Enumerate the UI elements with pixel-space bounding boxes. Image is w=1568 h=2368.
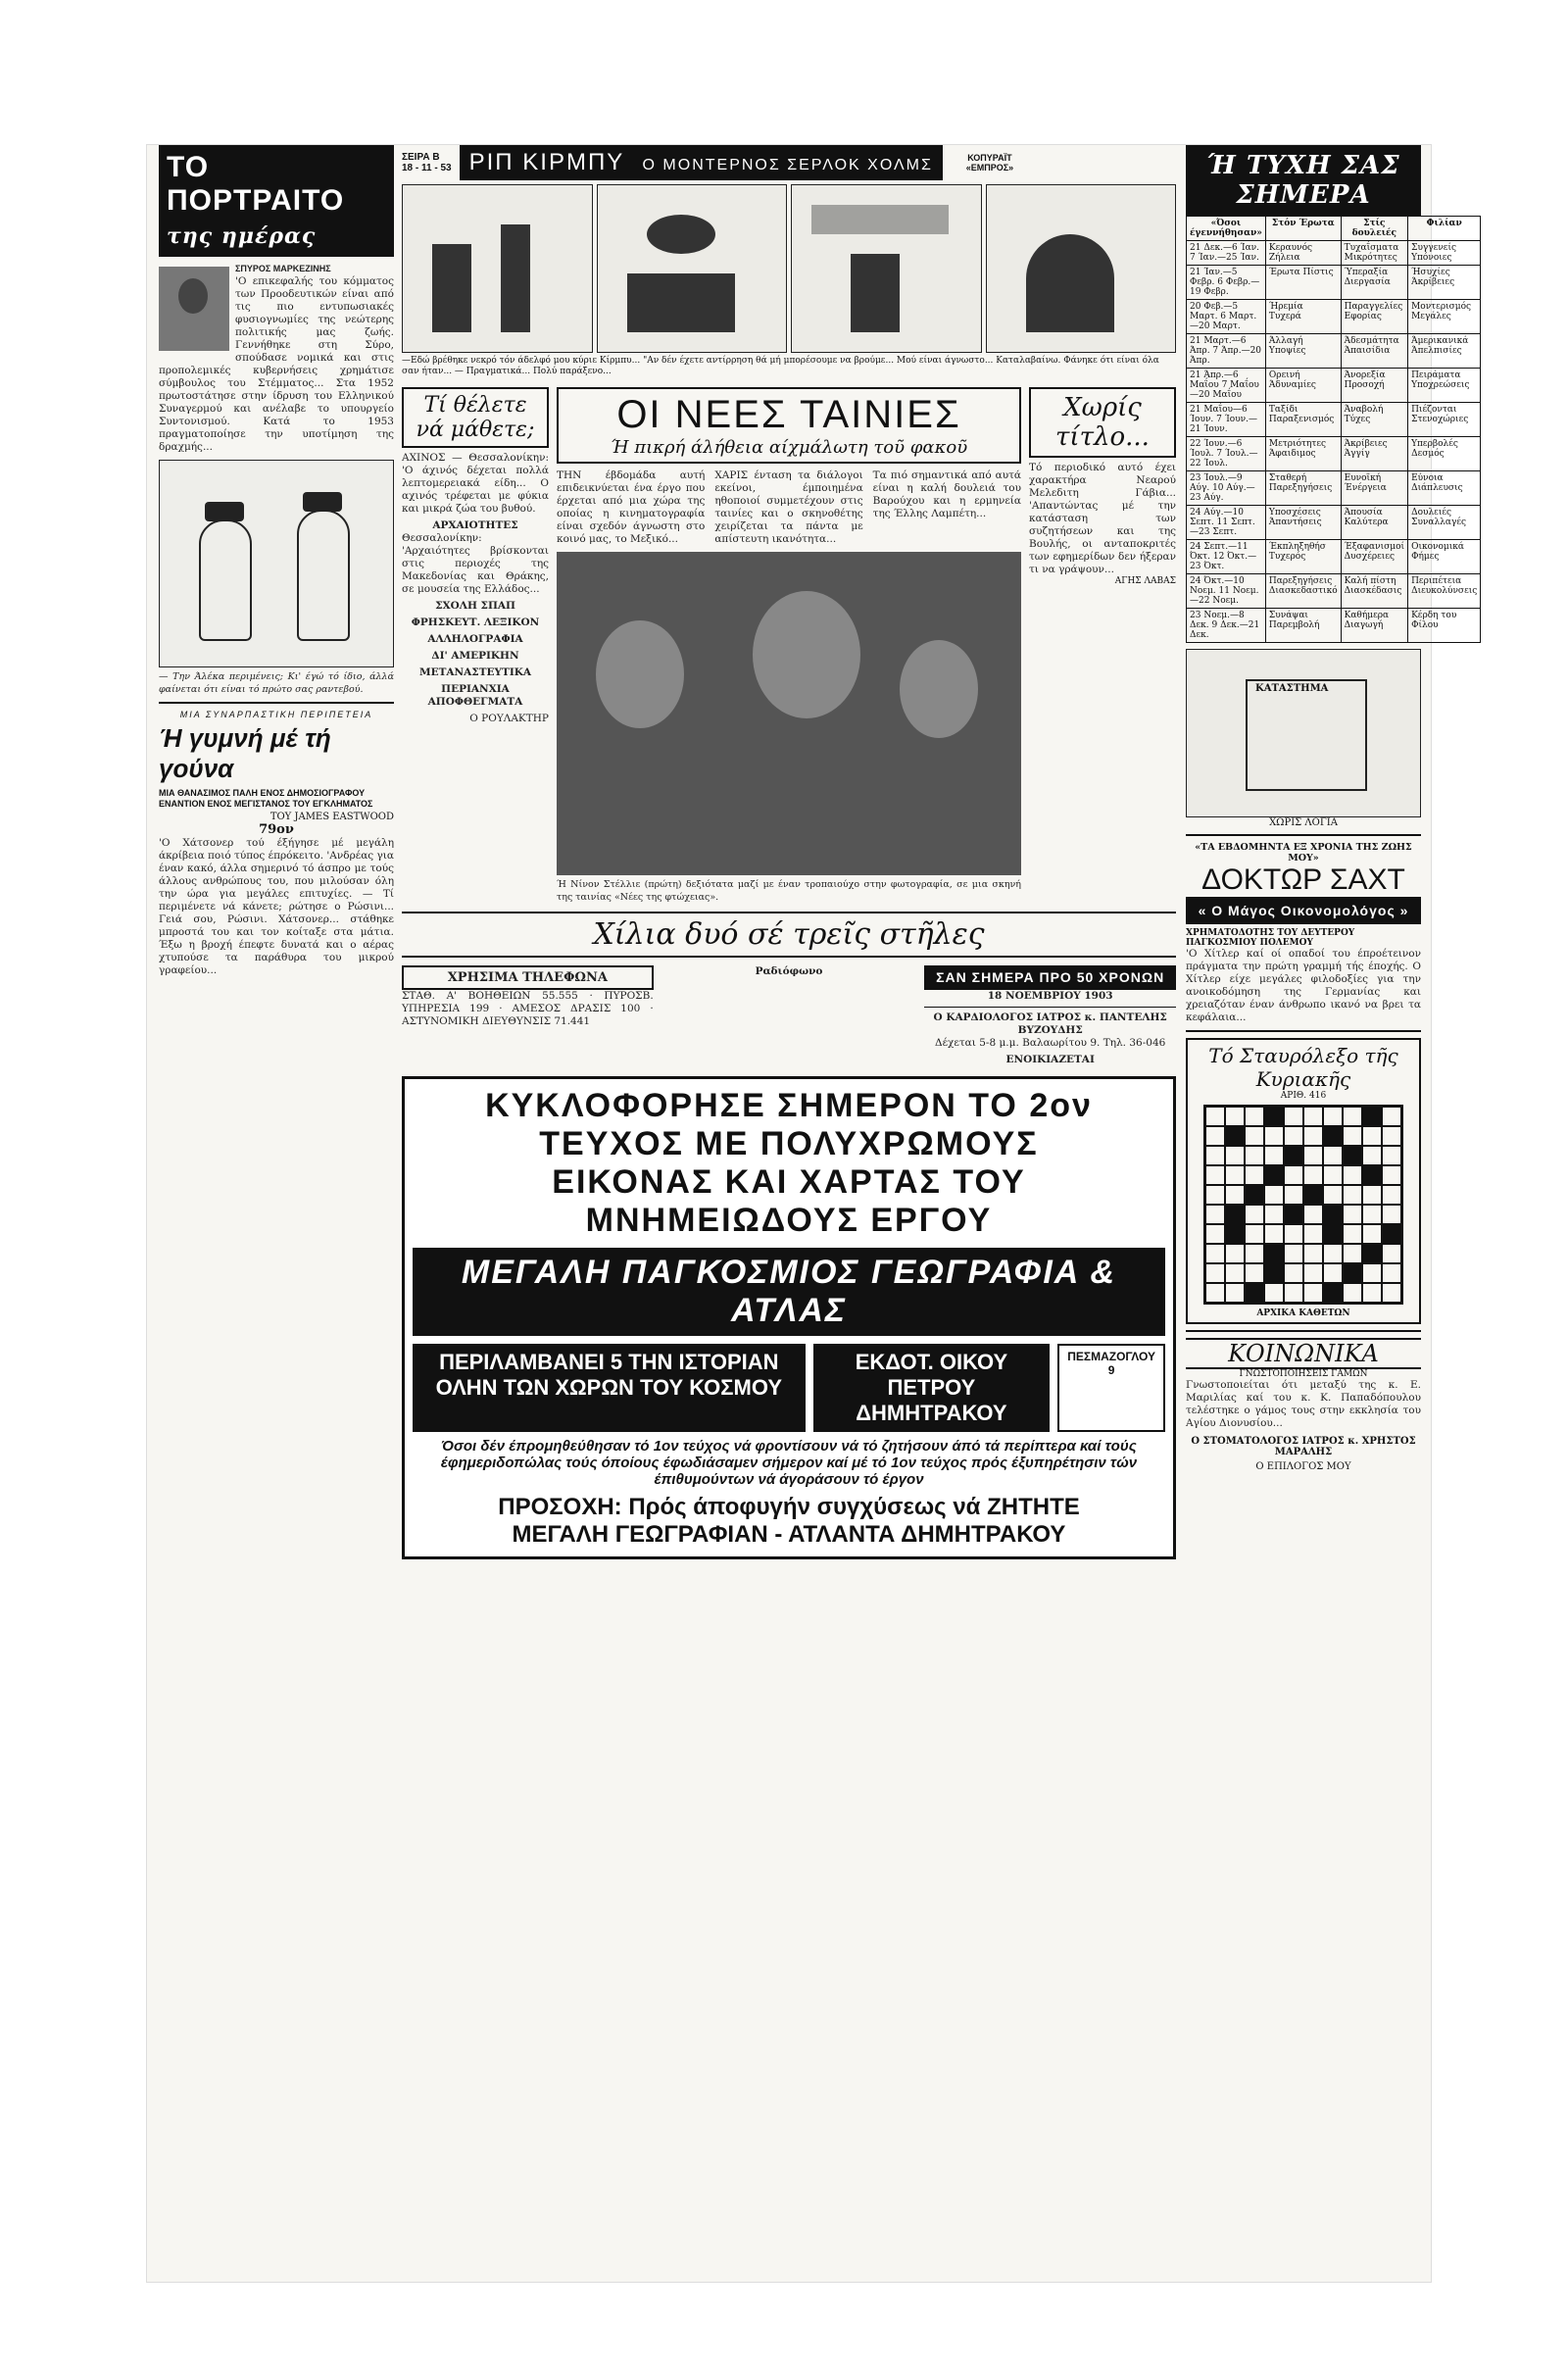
crossword-cell: [1303, 1126, 1323, 1146]
horoscope-row: 21 Ίαν.—5 Φεβρ. 6 Φεβρ.—19 Φεβρ. Έρωτα Πίστις Ύπεραξία Διεργασία Ήσυχίες Άκρίβειες: [1187, 266, 1481, 300]
films-headline: ΟΙ ΝΕΕΣ ΤΑΙΝΙΕΣ: [616, 393, 961, 436]
comic-caption: —Εδώ βρέθηκε νεκρό τόν άδελφό μου κύριε Κίρμπυ... "Αν δέν έχετε αντίρρηση θά μή μπορέσουμε να βρούμε... Μού είναι άγνωστο... Καταλαβαίνω. Φάνηκε ότι είναι όλα σαν ήταν... — Πραγματικά... Πολύ παράξενο...: [402, 356, 1159, 376]
crossword-cell: [1225, 1185, 1245, 1205]
crossword-cell: [1362, 1185, 1382, 1205]
crossword-cell: [1284, 1244, 1303, 1263]
crossword-cell: [1303, 1283, 1323, 1303]
crossword-cell: [1284, 1224, 1303, 1244]
crossword-cell: [1343, 1283, 1362, 1303]
crossword-cell: [1205, 1107, 1225, 1126]
crossword-cell: [1323, 1205, 1343, 1224]
crossword-cell: [1205, 1224, 1225, 1244]
crossword-cell: [1284, 1205, 1303, 1224]
crossword-cell: [1205, 1205, 1225, 1224]
cartoon-illustration: [159, 460, 394, 667]
cartoon-caption: — Την Άλέκα περιμένεις; Κι' έγώ τό ίδιο, άλλά φαίνεται ότι είναι τό πρώτο σας ραντεβού.: [159, 671, 394, 695]
crossword-cell: [1343, 1263, 1362, 1283]
qa-column: Τί θέλετε νά μάθετε; ΑΧΙΝΟΣ — Θεσσαλονίκην: 'Ο άχινός δέχεται πολλά λεπτομερειακά είδη... Ο αχινός τρέφεται με φύκια και μικρά ζώα του βυθού. ΑΡΧΑΙΟΤΗΤΕΣ Θεσσαλονίκην: 'Αρχαιότητες βρίσκονται στις περιοχές της Μακεδονίας και Θράκης, σε μουσεία της Ελλάδος... ΣΧΟΛΗ ΣΠΑΠ ΦΡΗΣΚΕΥΤ. ΛΕΞΙΚΟΝ ΑΛΛΗΛΟΓΡΑΦΙΑ ΔΙ' ΑΜΕΡΙΚΗΝ ΜΕΤΑΝΑΣΤΕΥΤΙΚΑ ΠΕΡΙΑΝΧΙΑ ΑΠΟΦΘΕΓΜΑΤΑ Ο ΡΟΥΛΑΚΤΗΡ: [402, 387, 549, 904]
crossword-cell: [1284, 1146, 1303, 1165]
crossword-cell: [1382, 1126, 1401, 1146]
crossword-cell: [1264, 1107, 1284, 1126]
portrait-article: ΣΠΥΡΟΣ ΜΑΡΚΕΖΙΝΗΣ 'O επικεφαλής του κόμματος των Προοδευτικών είναι από τις πιο εντυπωσιακές φυσιογνωμίες της νεώτερης πολιτικής μας ζωής. Γεννήθηκε στη Σύρο, σπούδασε νομικά και στις προπολεμικές κυβερνήσεις χρημάτισε σύμβουλος του Στέμματος... Στα 1952 πρωτοστάτησε στην ίδρυση του Ελληνικού Συναγερμού και ανέλαβε το υπουργείο Συντονισμού. Κατά το 1953 πραγματοποίησε την υποτίμηση της δραχμής...: [159, 264, 394, 453]
portrait-photo: [159, 267, 229, 351]
untitled-column: Χωρίς τίτλο... Τό περιοδικό αυτό έχει χαρακτήρα Νεαρού Μελεδιτη Γάβια... 'Απαντώντας μέ την κατάσταση των συζητήσεων και της Βουλής, οι ανταποκριτές των εφημερίδων δεν ήξεραν τι να γράψουν... ΑΓΗΣ ΛΑΒΑΣ: [1029, 387, 1176, 904]
horoscope-row: 22 Ίουν.—6 Ίουλ. 7 Ίουλ.—22 Ίουλ. Μετριότητες Άφαιδιμος Άκρίβειες Άγγίγ Υπερβολές Δεσμός: [1187, 437, 1481, 471]
crossword-cell: [1382, 1146, 1401, 1165]
crossword-cell: [1343, 1146, 1362, 1165]
crossword-cell: [1303, 1107, 1323, 1126]
crossword-grid: [1203, 1105, 1403, 1305]
films-subhead: Ή πικρή άλήθεια αίχμάλωτη τοῦ φακοῦ: [610, 437, 968, 458]
crossword-cell: [1264, 1146, 1284, 1165]
crossword-cell: [1303, 1185, 1323, 1205]
horoscope-row: 21 Μαΐου—6 Ίουν. 7 Ίουν.—21 Ίουν. Ταξίδι Παραξενισμός Άναβολή Τύχες Πιέζονται Στενοχώριες: [1187, 403, 1481, 437]
serial-text: 'O Χάτσονερ τού έξήγησε μέ μεγάλη άκρίβεια ποιό τύπος έπρόκειτο. 'Ανδρέας για έναν κακό, άλλα σημερινό τό άσπρο με τούς άλλους ανθρώπους του, που μιλούσαν όλη την ώρα για μεγάλες επιτυχίες. — Τί περιμένετε νά κάνετε; ρώτησε ο Ρώσινι... Γειά σου, Ρώσινι. Χάτσονερ... στάθηκε μπροστά του και τον κοίταξε στα μάτια. Έξω η βροχή έπεφτε δυνατά και ο αέρας χτυπούσε τα παράθυρα του μικρού γραφείου...: [159, 837, 394, 976]
right-column: Ή ΤΥΧΗ ΣΑΣ ΣΗΜΕΡΑ «Όσοι έγεννήθησαν» Στόν Έρωτα Στίς δουλειές Φιλίαν 21 Δεκ.—6 Ίαν. 7 Ίαν.—25 Ίαν. Κεραυνός Ζήλεια Τυχαΐσματα Μικρότητες Συγγενείς Υπόνοιες 21 Ίαν.—5 Φεβρ. 6 Φεβρ.—19 Φεβρ. Έρωτα Πίστις Ύπεραξία Διεργασία Ήσυχίες Άκρίβειες 20 Φεβ.—5 Μαρτ. 6 Μαρτ.—20 Μαρτ. Ήρεμία Τυχερά Παραγγελίες Εφορίας Μοντερισμός Μεγάλες 21 Μαρτ.—6 Άπρ. 7 Άπρ.—20 Άπρ. Άλλαγή Υποψίες Άδεσμάτητα Άπαισίδια Άμερικανικά Άπελπισίες 21 Άπρ.—6 Μαΐου 7 Μαΐου—20 Μαΐου Ορεινή Άδυναμίες Άνορεξία Προσοχή Πειράματα Υποχρεώσεις 21 Μαΐου—6 Ίουν. 7 Ίουν.—21 Ίουν. Ταξίδι Παραξενισμός Άναβολή Τύχες Πιέζονται Στενοχώριες 22 Ίουν.—6 Ίουλ. 7 Ίουλ.—22 Ίουλ. Μετριότητες Άφαιδιμος Άκρίβειες Άγγίγ Υπερβολές Δεσμός 23 Ίουλ.—9 Αύγ. 10 Αύγ.—23 Αύγ. Σταθερή Παρεξηγήσεις Ευνοϊκή Ένέργεια Εύνοια Διάπλευσις 24 Αύγ.—10 Σεπτ. 11 Σεπτ.—23 Σεπτ. Υποσχέσεις Άπαντήσεις Άπουσία Καλύτερα Δουλειές Συναλλαγές 24 Σεπτ.—11 Όκτ. 12 Όκτ.—23 Όκτ. Έκπληξηθήσ Τυχερός Έξαφανισμοί Δυσχέρειες Οικονομικά Φήμες 24 Όκτ.—10 Νοεμ. 11 Νοεμ.—22 Νοεμ. Παρεξηγήσεις Διασκεδαστικό Καλή πίστη Διασκέδασις Περιπέτεια Διευκολύνσεις 23 Νοεμ.—8 Δεκ. 9 Δεκ.—21 Δεκ. Συνάψαι Παρεμβολή Καθήμερα Διαγωγή Κέρδη του Φίλου ΚΑΤΑΣΤΗΜΑ ΧΩΡΙΣ ΛΟΓΙΑ «ΤΑ ΕΒΔΟΜΗΝΤΑ ΕΞ ΧΡΟΝΙΑ ΤΗΣ ΖΩΗΣ ΜΟΥ» ΔΟΚΤΩΡ ΣΑΧΤ « Ο Μάγος Οικονομολόγος » ΧΡΗΜΑΤΟΔΟΤΗΣ ΤΟΥ ΔΕΥΤΕΡΟΥ ΠΑΓΚΟΣΜΙΟΥ ΠΟΛΕΜΟΥ 'Ο Χίτλερ καί οί οπαδοί του έπροέτεινον πράγματα την πρώτη γραμμή τής έποχής. Ο Χίτλερ είχε μεγάλες φιλοδοξίες για την ανοικοδόμηση της Γερμανίας και χρειαζόταν έναν άνθρωπο ικανό να βρει τα κεφάλαια... Τό Σταυρόλεξο τῆς Κυριακῆς ΑΡΙΘ. 416 ΑΡΧΙΚΑ ΚΑΘΕΤΩΝ ΚΟΙΝΩΝΙΚΑ ΓΝΩΣΤΟΠΟΙΗΣΕΙΣ ΓΑΜΩΝ Γνωστοποιείται ότι μεταξύ της κ. Ε. Μαριλίας καί του κ. Κ. Παπαδόπουλου τελέστηκε ο γάμος τους στην εκκλησία του Αγίου Διονυσίου... Ο ΣΤΟΜΑΤΟΛΟΓΟΣ ΙΑΤΡΟΣ κ. ΧΡΗΣΤΟΣ ΜΑΡΑΛΗΣ Ο ΕΠΙΛΟΓΟΣ ΜΟΥ: [1186, 145, 1421, 1472]
crossword-cell: [1245, 1165, 1264, 1185]
crossword-cell: [1382, 1224, 1401, 1244]
crossword-cell: [1303, 1224, 1323, 1244]
center-column: [402, 145, 1176, 1559]
misc-columns: ΧΡΗΣΙΜΑ ΤΗΛΕΦΩΝΑ ΣΤΑΘ. Α' ΒΟΗΘΕΙΩΝ 55.555 · ΠΥΡΟΣΒ. ΥΠΗΡΕΣΙΑ 199 · ΑΜΕΣΟΣ ΔΡΑΣΙΣ 100 · ΑΣΤΥΝΟΜΙΚΗ ΔΙΕΥΘΥΝΣΙΣ 71.441 Ραδιόφωνο ΣΑΝ ΣΗΜΕΡΑ ΠΡΟ 50 ΧΡΟΝΩΝ 18 ΝΟΕΜΒΡΙΟΥ 1903 Ο ΚΑΡΔΙΟΛΟΓΟΣ ΙΑΤΡΟΣ κ. ΠΑΝΤΕΛΗΣ ΒΥΖΟΥΔΗΣ Δέχεται 5-8 μ.μ. Βαλαωρίτου 9. Τηλ. 36-046 ΕΝΟΙΚΙΑΖΕΤΑΙ: [402, 965, 1176, 1066]
newspaper-page: [147, 145, 1478, 2282]
crossword-cell: [1205, 1146, 1225, 1165]
crossword-cell: [1245, 1126, 1264, 1146]
crossword-cell: [1362, 1224, 1382, 1244]
memoir-subtitle: « Ο Μάγος Οικονομολόγος »: [1186, 897, 1421, 924]
crossword-cell: [1264, 1165, 1284, 1185]
crossword-cell: [1303, 1146, 1323, 1165]
crossword-cell: [1362, 1283, 1382, 1303]
crossword-cell: [1303, 1263, 1323, 1283]
crossword-cell: [1245, 1205, 1264, 1224]
crossword-cell: [1284, 1263, 1303, 1283]
serial-title: Ή γυμνή μέ τή γούνα: [159, 723, 331, 783]
crossword-cell: [1343, 1107, 1362, 1126]
crossword-cell: [1205, 1263, 1225, 1283]
crossword-cell: [1284, 1283, 1303, 1303]
crossword-cell: [1343, 1165, 1362, 1185]
serial-author: ΤΟΥ JAMES EASTWOOD: [270, 812, 394, 822]
crossword-cell: [1382, 1244, 1401, 1263]
crossword-cell: [1245, 1244, 1264, 1263]
crossword-cell: [1303, 1244, 1323, 1263]
crossword-cell: [1362, 1244, 1382, 1263]
crossword-cell: [1323, 1283, 1343, 1303]
crossword-cell: [1225, 1244, 1245, 1263]
crossword-cell: [1225, 1283, 1245, 1303]
crossword-cell: [1362, 1107, 1382, 1126]
crossword-cell: [1225, 1263, 1245, 1283]
three-columns-banner: Χίλια δυό σέ τρεῖς στῆλες: [402, 912, 1176, 958]
horoscope-row: 24 Σεπτ.—11 Όκτ. 12 Όκτ.—23 Όκτ. Έκπληξηθήσ Τυχερός Έξαφανισμοί Δυσχέρειες Οικονομικά Φήμες: [1187, 540, 1481, 574]
crossword-cell: [1225, 1165, 1245, 1185]
crossword-cell: [1323, 1165, 1343, 1185]
horoscope-row: 24 Αύγ.—10 Σεπτ. 11 Σεπτ.—23 Σεπτ. Υποσχέσεις Άπαντήσεις Άπουσία Καλύτερα Δουλειές Συναλλαγές: [1187, 506, 1481, 540]
horoscope-table: «Όσοι έγεννήθησαν» Στόν Έρωτα Στίς δουλειές Φιλίαν 21 Δεκ.—6 Ίαν. 7 Ίαν.—25 Ίαν. Κεραυνός Ζήλεια Τυχαΐσματα Μικρότητες Συγγενείς Υπόνοιες 21 Ίαν.—5 Φεβρ. 6 Φεβρ.—19 Φεβρ. Έρωτα Πίστις Ύπεραξία Διεργασία Ήσυχίες Άκρίβειες 20 Φεβ.—5 Μαρτ. 6 Μαρτ.—20 Μαρτ. Ήρεμία Τυχερά Παραγγελίες Εφορίας Μοντερισμός Μεγάλες 21 Μαρτ.—6 Άπρ. 7 Άπρ.—20 Άπρ. Άλλαγή Υποψίες Άδεσμάτητα Άπαισίδια Άμερικανικά Άπελπισίες 21 Άπρ.—6 Μαΐου 7 Μαΐου—20 Μαΐου Ορεινή Άδυναμίες Άνορεξία Προσοχή Πειράματα Υποχρεώσεις 21 Μαΐου—6 Ίουν. 7 Ίουν.—21 Ίουν. Ταξίδι Παραξενισμός Άναβολή Τύχες Πιέζονται Στενοχώριες 22 Ίουν.—6 Ίουλ. 7 Ίουλ.—22 Ίουλ. Μετριότητες Άφαιδιμος Άκρίβειες Άγγίγ Υπερβολές Δεσμός 23 Ίουλ.—9 Αύγ. 10 Αύγ.—23 Αύγ. Σταθερή Παρεξηγήσεις Ευνοϊκή Ένέργεια Εύνοια Διάπλευσις 24 Αύγ.—10 Σεπτ. 11 Σεπτ.—23 Σεπτ. Υποσχέσεις Άπαντήσεις Άπουσία Καλύτερα Δουλειές Συναλλαγές 24 Σεπτ.—11 Όκτ. 12 Όκτ.—23 Όκτ. Έκπληξηθήσ Τυχερός Έξαφανισμοί Δυσχέρειες Οικονομικά Φήμες 24 Όκτ.—10 Νοεμ. 11 Νοεμ.—22 Νοεμ. Παρεξηγήσεις Διασκεδαστικό Καλή πίστη Διασκέδασις Περιπέτεια Διευκολύνσεις 23 Νοεμ.—8 Δεκ. 9 Δεκ.—21 Δεκ. Συνάψαι Παρεμβολή Καθήμερα Διαγωγή Κέρδη του Φίλου: [1186, 216, 1481, 643]
crossword-cell: [1362, 1263, 1382, 1283]
crossword-cell: [1245, 1146, 1264, 1165]
atlas-advertisement: ΚΥΚΛΟΦΟΡΗΣΕ ΣΗΜΕΡΟΝ ΤΟ 2ον ΤΕΥΧΟΣ ΜΕ ΠΟΛΥΧΡΩΜΟΥΣ ΕΙΚΟΝΑΣ ΚΑΙ ΧΑΡΤΑΣ ΤΟΥ ΜΝΗΜΕΙΩΔΟΥΣ ΕΡΓΟΥ ΜΕΓΑΛΗ ΠΑΓΚΟΣΜΙΟΣ ΓΕΩΓΡΑΦΙΑ & ΑΤΛΑΣ ΠΕΡΙΛΑΜΒΑΝΕΙ 5 ΤΗΝ ΙΣΤΟΡΙΑΝ ΟΛΗΝ ΤΩΝ ΧΩΡΩΝ ΤΟΥ ΚΟΣΜΟΥ ΕΚΔΟΤ. ΟΙΚΟΥ ΠΕΤΡΟΥ ΔΗΜΗΤΡΑΚΟΥ ΠΕΣΜΑΖΟΓΛΟΥ 9 Όσοι δέν έπρομηθεύθησαν τό 1ον τεύχος νά φροντίσουν νά τό ζητήσουν άπό τά περίπτερα καί τούς έφημεριδοπώλας τούς όποίους έφωδιάσαμεν σήμερον καί μέ τό 1ον τεύχος πρός έξυπηρέτησιν τών έπιθυμούντων νά άγοράσουν τό έργον ΠΡΟΣΟΧΗ: Πρός άποφυγήν συγχύσεως νά ΖΗΤΗΤΕ ΜΕΓΑΛΗ ΓΕΩΓΡΑΦΙΑΝ - ΑΤΛΑΝΤΑ ΔΗΜΗΤΡΑΚΟΥ: [402, 1076, 1176, 1559]
crossword-cell: [1245, 1263, 1264, 1283]
crossword-cell: [1264, 1185, 1284, 1205]
crossword-cell: [1264, 1244, 1284, 1263]
crossword-cell: [1343, 1244, 1362, 1263]
film-still-photo: [557, 552, 1021, 875]
comic-strip: [402, 184, 1176, 353]
crossword-cell: [1323, 1244, 1343, 1263]
crossword-cell: [1382, 1283, 1401, 1303]
crossword-cell: [1362, 1126, 1382, 1146]
crossword-cell: [1284, 1185, 1303, 1205]
crossword-cell: [1205, 1165, 1225, 1185]
crossword-cell: [1343, 1224, 1362, 1244]
crossword-cell: [1205, 1244, 1225, 1263]
comic-title: ΡΙΠ ΚΙΡΜΠΥ Ο ΜΟΝΤΕΡΝΟΣ ΣΕΡΛΟΚ ΧΟΛΜΣ: [460, 145, 943, 180]
crossword-cell: [1245, 1224, 1264, 1244]
films-section: [402, 387, 1176, 904]
crossword-cell: [1323, 1185, 1343, 1205]
crossword-cell: [1323, 1263, 1343, 1283]
photo-caption: Ή Νίνον Στέλλιε (πρώτη) δεξιότατα μαζί με έναν τροπαιούχο στην φωτογραφία, σε μια σκηνή της ταινίας «Νέες της φτώχειας».: [557, 879, 1021, 903]
crossword-cell: [1205, 1185, 1225, 1205]
crossword-cell: [1264, 1205, 1284, 1224]
crossword-cell: [1205, 1283, 1225, 1303]
crossword-cell: [1382, 1185, 1401, 1205]
left-column: [159, 145, 394, 2282]
horoscope-row: 24 Όκτ.—10 Νοεμ. 11 Νοεμ.—22 Νοεμ. Παρεξηγήσεις Διασκεδαστικό Καλή πίστη Διασκέδασις Περιπέτεια Διευκολύνσεις: [1187, 574, 1481, 609]
horoscope-row: 20 Φεβ.—5 Μαρτ. 6 Μαρτ.—20 Μαρτ. Ήρεμία Τυχερά Παραγγελίες Εφορίας Μοντερισμός Μεγάλες: [1187, 300, 1481, 334]
crossword-cell: [1264, 1224, 1284, 1244]
crossword-cell: [1225, 1107, 1245, 1126]
comic-panel: [402, 184, 593, 353]
crossword-cell: [1382, 1263, 1401, 1283]
no-words-sketch: ΚΑΤΑΣΤΗΜΑ: [1186, 649, 1421, 817]
horoscope-row: 21 Άπρ.—6 Μαΐου 7 Μαΐου—20 Μαΐου Ορεινή Άδυναμίες Άνορεξία Προσοχή Πειράματα Υποχρεώσεις: [1187, 369, 1481, 403]
sketch-caption: ΧΩΡΙΣ ΛΟΓΙΑ: [1269, 817, 1338, 828]
horoscope-row: 23 Νοεμ.—8 Δεκ. 9 Δεκ.—21 Δεκ. Συνάψαι Παρεμβολή Καθήμερα Διαγωγή Κέρδη του Φίλου: [1187, 609, 1481, 643]
social-head: ΚΟΙΝΩΝΙΚΑ: [1186, 1338, 1421, 1369]
crossword-block: Τό Σταυρόλεξο τῆς Κυριακῆς ΑΡΙΘ. 416 ΑΡΧΙΚΑ ΚΑΘΕΤΩΝ: [1186, 1038, 1421, 1324]
crossword-cell: [1362, 1165, 1382, 1185]
comic-panel: [597, 184, 788, 353]
serial-episode: 79ον: [259, 822, 294, 837]
comic-header: ΣΕΙΡΑ Β 18 - 11 - 53 ΡΙΠ ΚΙΡΜΠΥ Ο ΜΟΝΤΕΡΝΟΣ ΣΕΡΛΟΚ ΧΟΛΜΣ ΚΟΠΥΡΑΪΤ «ΕΜΠΡΟΣ»: [402, 145, 1176, 180]
horoscope-title: Ή ΤΥΧΗ ΣΑΣ ΣΗΜΕΡΑ: [1186, 145, 1421, 216]
serial-subtitle: ΜΙΑ ΘΑΝΑΣΙΜΟΣ ΠΑΛΗ ΕΝΟΣ ΔΗΜΟΣΙΟΓΡΑΦΟΥ ΕΝΑΝΤΙΟΝ ΕΝΟΣ ΜΕΓΙΣΤΑΝΟΣ ΤΟΥ ΕΓΚΛΗΜΑΤΟΣ: [159, 788, 373, 809]
crossword-cell: [1284, 1107, 1303, 1126]
memoir-series: «ΤΑ ΕΒΔΟΜΗΝΤΑ ΕΞ ΧΡΟΝΙΑ ΤΗΣ ΖΩΗΣ ΜΟΥ»: [1195, 842, 1412, 863]
crossword-cell: [1343, 1126, 1362, 1146]
crossword-cell: [1205, 1126, 1225, 1146]
crossword-cell: [1264, 1263, 1284, 1283]
crossword-cell: [1284, 1165, 1303, 1185]
crossword-cell: [1382, 1205, 1401, 1224]
crossword-cell: [1264, 1126, 1284, 1146]
crossword-cell: [1323, 1126, 1343, 1146]
crossword-cell: [1225, 1146, 1245, 1165]
horoscope-row: 21 Μαρτ.—6 Άπρ. 7 Άπρ.—20 Άπρ. Άλλαγή Υποψίες Άδεσμάτητα Άπαισίδια Άμερικανικά Άπελπισίες: [1187, 334, 1481, 369]
serial-label: ΜΙΑ ΣΥΝΑΡΠΑΣΤΙΚΗ ΠΕΡΙΠΕΤΕΙΑ: [179, 710, 373, 719]
crossword-cell: [1245, 1185, 1264, 1205]
crossword-cell: [1225, 1126, 1245, 1146]
crossword-cell: [1303, 1205, 1323, 1224]
crossword-cell: [1382, 1165, 1401, 1185]
comic-panel: [986, 184, 1177, 353]
crossword-cell: [1264, 1283, 1284, 1303]
crossword-cell: [1284, 1126, 1303, 1146]
crossword-cell: [1343, 1185, 1362, 1205]
crossword-cell: [1323, 1224, 1343, 1244]
crossword-cell: [1362, 1146, 1382, 1165]
crossword-cell: [1323, 1146, 1343, 1165]
crossword-cell: [1245, 1283, 1264, 1303]
portrait-header: ΤΟ ΠΟΡΤΡΑΙΤΟ της ημέρας: [159, 145, 394, 257]
horoscope-row: 21 Δεκ.—6 Ίαν. 7 Ίαν.—25 Ίαν. Κεραυνός Ζήλεια Τυχαΐσματα Μικρότητες Συγγενείς Υπόνοιες: [1187, 241, 1481, 266]
crossword-cell: [1362, 1205, 1382, 1224]
crossword-cell: [1245, 1107, 1264, 1126]
crossword-cell: [1225, 1205, 1245, 1224]
crossword-cell: [1343, 1205, 1362, 1224]
crossword-cell: [1323, 1107, 1343, 1126]
crossword-cell: [1225, 1224, 1245, 1244]
comic-panel: [791, 184, 982, 353]
horoscope-row: 23 Ίουλ.—9 Αύγ. 10 Αύγ.—23 Αύγ. Σταθερή Παρεξηγήσεις Ευνοϊκή Ένέργεια Εύνοια Διάπλευσις: [1187, 471, 1481, 506]
memoir-title: ΔΟΚΤΩΡ ΣΑΧΤ: [1201, 863, 1405, 896]
new-films-article: ΟΙ ΝΕΕΣ ΤΑΙΝΙΕΣ Ή πικρή άλήθεια αίχμάλωτη τοῦ φακοῦ ΤΗΝ έβδομάδα αυτή επιδεικνύεται ένα έργο που έρχεται από μια χώρα της οποίας η κινηματογραφία είναι σχεδόν άγνωστη στο κοινό μας, το Μεξικό... ΧΑΡΙΣ ένταση τα διάλογοι εκείνοι, έμποιημένα ηθοποιοί συμμετέχουν στις ταινίες και ο σκηνοθέτης χειρίζεται τα πάντα με απίστευτη ικανότητα... Τα πιό σημαντικά από αυτά είναι η καλή δουλειά του Βαρούχου και η ερμηνεία της Έλλης Λαμπέτη... Ή Νίνον Στέλλιε (πρώτη) δεξιότατα μαζί με έναν τροπαιούχο στην φωτογραφία, σε μια σκηνή της ταινίας «Νέες της φτώχειας».: [557, 387, 1021, 904]
crossword-cell: [1382, 1107, 1401, 1126]
crossword-cell: [1303, 1165, 1323, 1185]
